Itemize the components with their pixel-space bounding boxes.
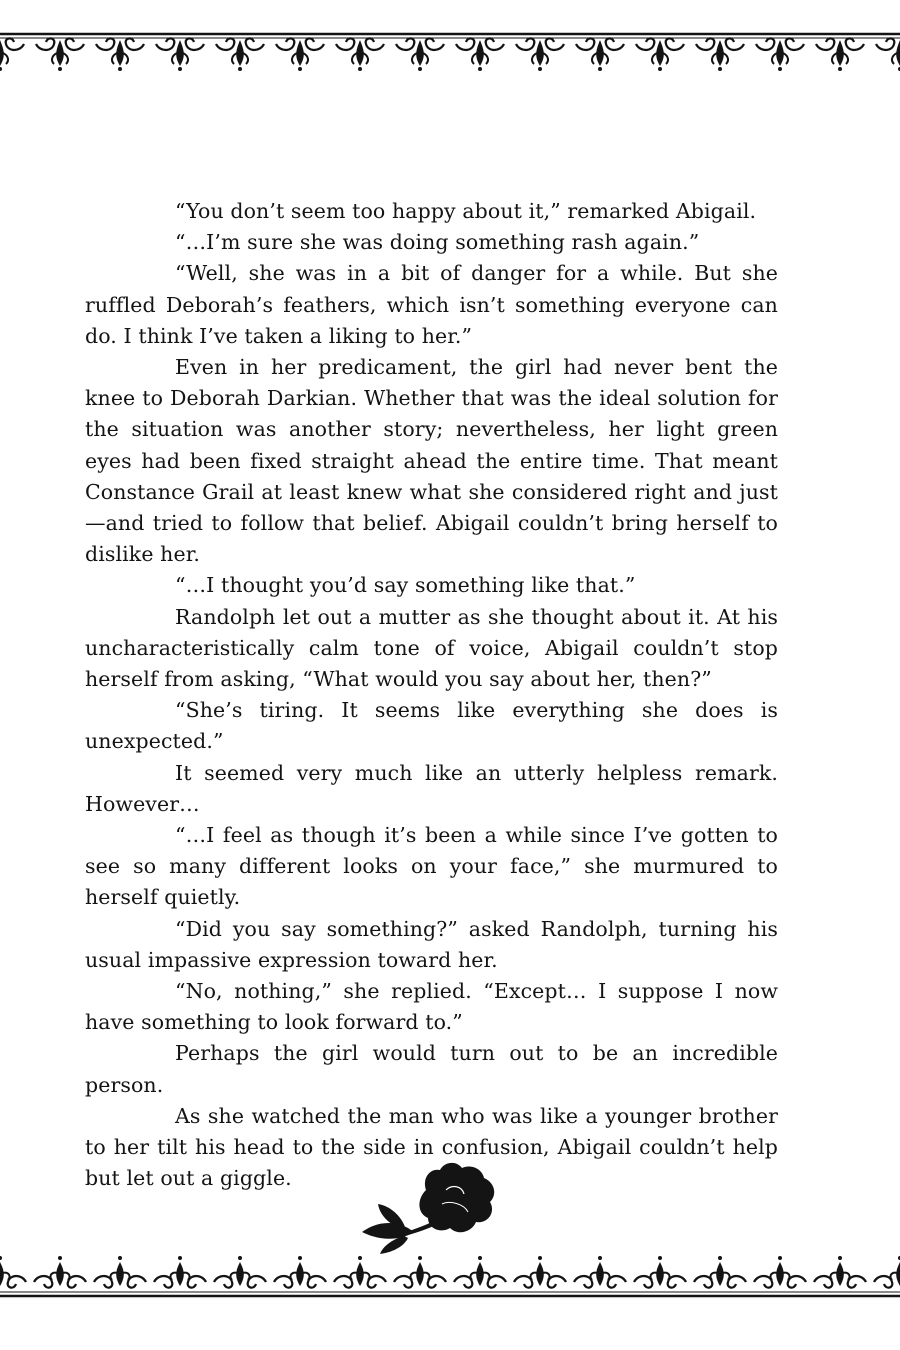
paragraph: “…I’m sure she was doing something rash again.”: [175, 230, 700, 255]
rose-icon: [356, 1160, 506, 1255]
paragraph: “Well, she was in a bit of danger for a while. But she ruffled Deborah’s feathers, which isn’t something everyone can do. I think I’ve taken a liking to her.”: [85, 261, 778, 348]
paragraph: Randolph let out a mutter as she thought about it. At his uncharacteristically calm tone of voice, Abigail couldn’t stop herself from asking, “What would you say about her, then?”: [85, 604, 778, 692]
paragraph: Perhaps the girl would turn out to be an incredible person.: [85, 1041, 778, 1097]
paragraph: Even in her predicament, the girl had never bent the knee to Deborah Darkian. Whether that was the ideal solution for the situation was another story; nevertheless, her light green eyes had been fixed straight ahead the entire time. That meant Constance Grail at least knew what she considered right and just—and tried to follow that belief. Abigail couldn’t bring herself to dislike her.: [85, 355, 778, 567]
paragraph: “…I thought you’d say something like that.”: [175, 573, 636, 598]
paragraph: “No, nothing,” she replied. “Except… I suppose I now have something to look forward to.”: [85, 979, 778, 1035]
body-text: [85, 196, 778, 1195]
paragraph: It seemed very much like an utterly helpless remark. However…: [85, 760, 778, 816]
paragraph: “Did you say something?” asked Randolph, turning his usual impassive expression toward her.: [85, 916, 778, 972]
bottom-ornamental-border: [0, 1248, 900, 1308]
top-ornamental-border: [0, 22, 900, 82]
paragraph: As she watched the man who was like a younger brother to her tilt his head to the side in confusion, Abigail couldn’t help but let out a giggle.: [85, 1103, 778, 1191]
paragraph: “…I feel as though it’s been a while since I’ve gotten to see so many different looks on your face,” she murmured to herself quietly.: [85, 823, 778, 910]
paragraph: “She’s tiring. It seems like everything she does is unexpected.”: [85, 698, 778, 754]
paragraph: “You don’t seem too happy about it,” remarked Abigail.: [175, 199, 757, 223]
